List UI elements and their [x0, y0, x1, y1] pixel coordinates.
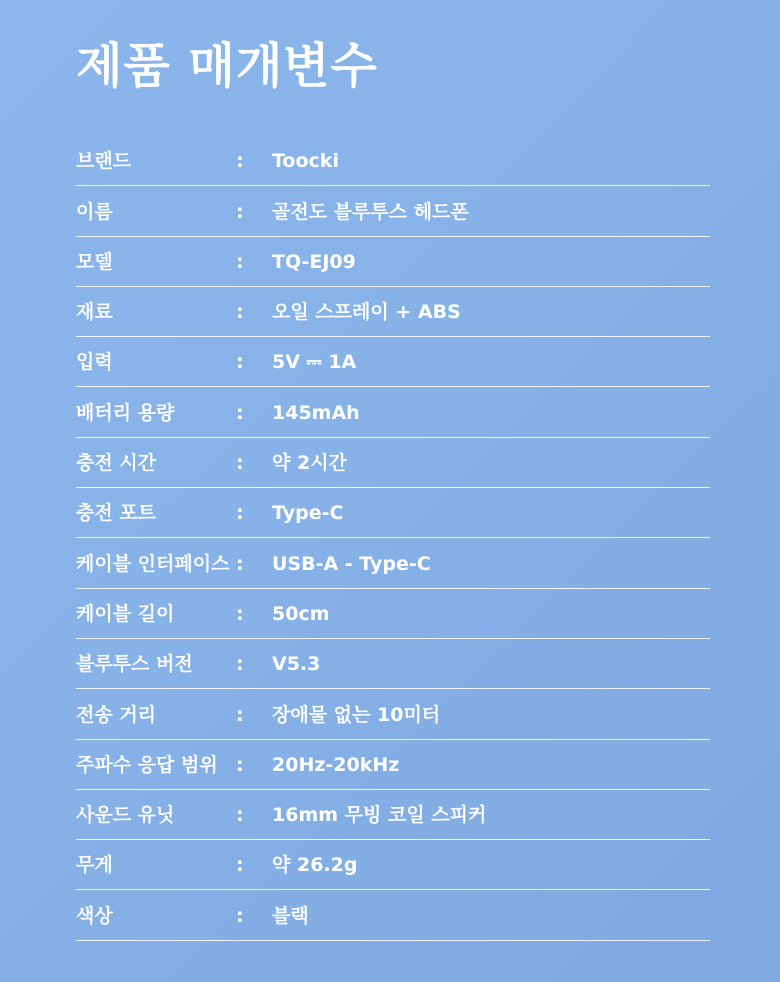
spec-colon: :	[236, 653, 244, 676]
spec-label: 이름	[76, 200, 113, 223]
spec-colon: :	[236, 804, 244, 827]
page-title: 제품 매개변수	[76, 38, 378, 94]
spec-colon: :	[236, 854, 244, 877]
spec-label: 무게	[76, 854, 113, 877]
spec-label: 배터리 용량	[76, 401, 175, 424]
spec-label: 케이블 길이	[76, 602, 175, 625]
spec-row-battery-capacity	[76, 387, 710, 437]
spec-value: 약 26.2g	[272, 854, 358, 877]
spec-label: 충전 포트	[76, 502, 157, 525]
spec-colon: :	[236, 250, 244, 273]
spec-label: 케이블 인터페이스	[76, 552, 230, 575]
spec-row-cable-interface	[76, 538, 710, 588]
spec-colon: :	[236, 552, 244, 575]
spec-value: V5.3	[272, 653, 321, 676]
spec-row-model	[76, 237, 710, 287]
spec-row-name	[76, 186, 710, 236]
spec-row-color	[76, 890, 710, 940]
spec-label: 브랜드	[76, 150, 132, 173]
spec-label: 색상	[76, 904, 113, 927]
spec-colon: :	[236, 200, 244, 223]
spec-table	[76, 136, 710, 941]
spec-colon: :	[236, 904, 244, 927]
spec-row-material	[76, 287, 710, 337]
spec-value: USB-A - Type-C	[272, 552, 431, 575]
spec-value: TQ-EJ09	[272, 250, 356, 273]
spec-value: 20Hz-20kHz	[272, 753, 400, 776]
spec-label: 사운드 유닛	[76, 804, 175, 827]
spec-row-sound-unit	[76, 790, 710, 840]
spec-colon: :	[236, 452, 244, 475]
spec-value: Type-C	[272, 502, 344, 525]
spec-label: 모델	[76, 250, 113, 273]
spec-value: 16mm 무빙 코일 스피커	[272, 804, 487, 827]
spec-row-charge-port	[76, 488, 710, 538]
spec-row-charge-time	[76, 438, 710, 488]
spec-label: 충전 시간	[76, 452, 157, 475]
spec-row-brand	[76, 136, 710, 186]
spec-value: 장애물 없는 10미터	[272, 703, 441, 726]
spec-colon: :	[236, 753, 244, 776]
spec-value: 5V ⎓ 1A	[272, 351, 357, 374]
spec-value: 약 2시간	[272, 452, 347, 475]
spec-colon: :	[236, 150, 244, 173]
spec-colon: :	[236, 301, 244, 324]
spec-row-input	[76, 337, 710, 387]
spec-value: 블랙	[272, 904, 309, 927]
spec-label: 입력	[76, 351, 113, 374]
spec-value: 오일 스프레이 + ABS	[272, 301, 461, 324]
spec-label: 주파수 응답 범위	[76, 753, 218, 776]
spec-value: Toocki	[272, 150, 339, 173]
spec-label: 재료	[76, 301, 113, 324]
spec-value: 50cm	[272, 602, 330, 625]
spec-value: 골전도 블루투스 헤드폰	[272, 200, 469, 223]
spec-colon: :	[236, 703, 244, 726]
spec-row-weight	[76, 840, 710, 890]
spec-colon: :	[236, 502, 244, 525]
spec-row-frequency-response	[76, 740, 710, 790]
spec-colon: :	[236, 401, 244, 424]
spec-label: 블루투스 버전	[76, 653, 193, 676]
spec-colon: :	[236, 351, 244, 374]
spec-row-transmission-distance	[76, 689, 710, 739]
spec-row-cable-length	[76, 589, 710, 639]
spec-row-bluetooth-version	[76, 639, 710, 689]
spec-value: 145mAh	[272, 401, 360, 424]
spec-colon: :	[236, 602, 244, 625]
spec-label: 전송 거리	[76, 703, 157, 726]
